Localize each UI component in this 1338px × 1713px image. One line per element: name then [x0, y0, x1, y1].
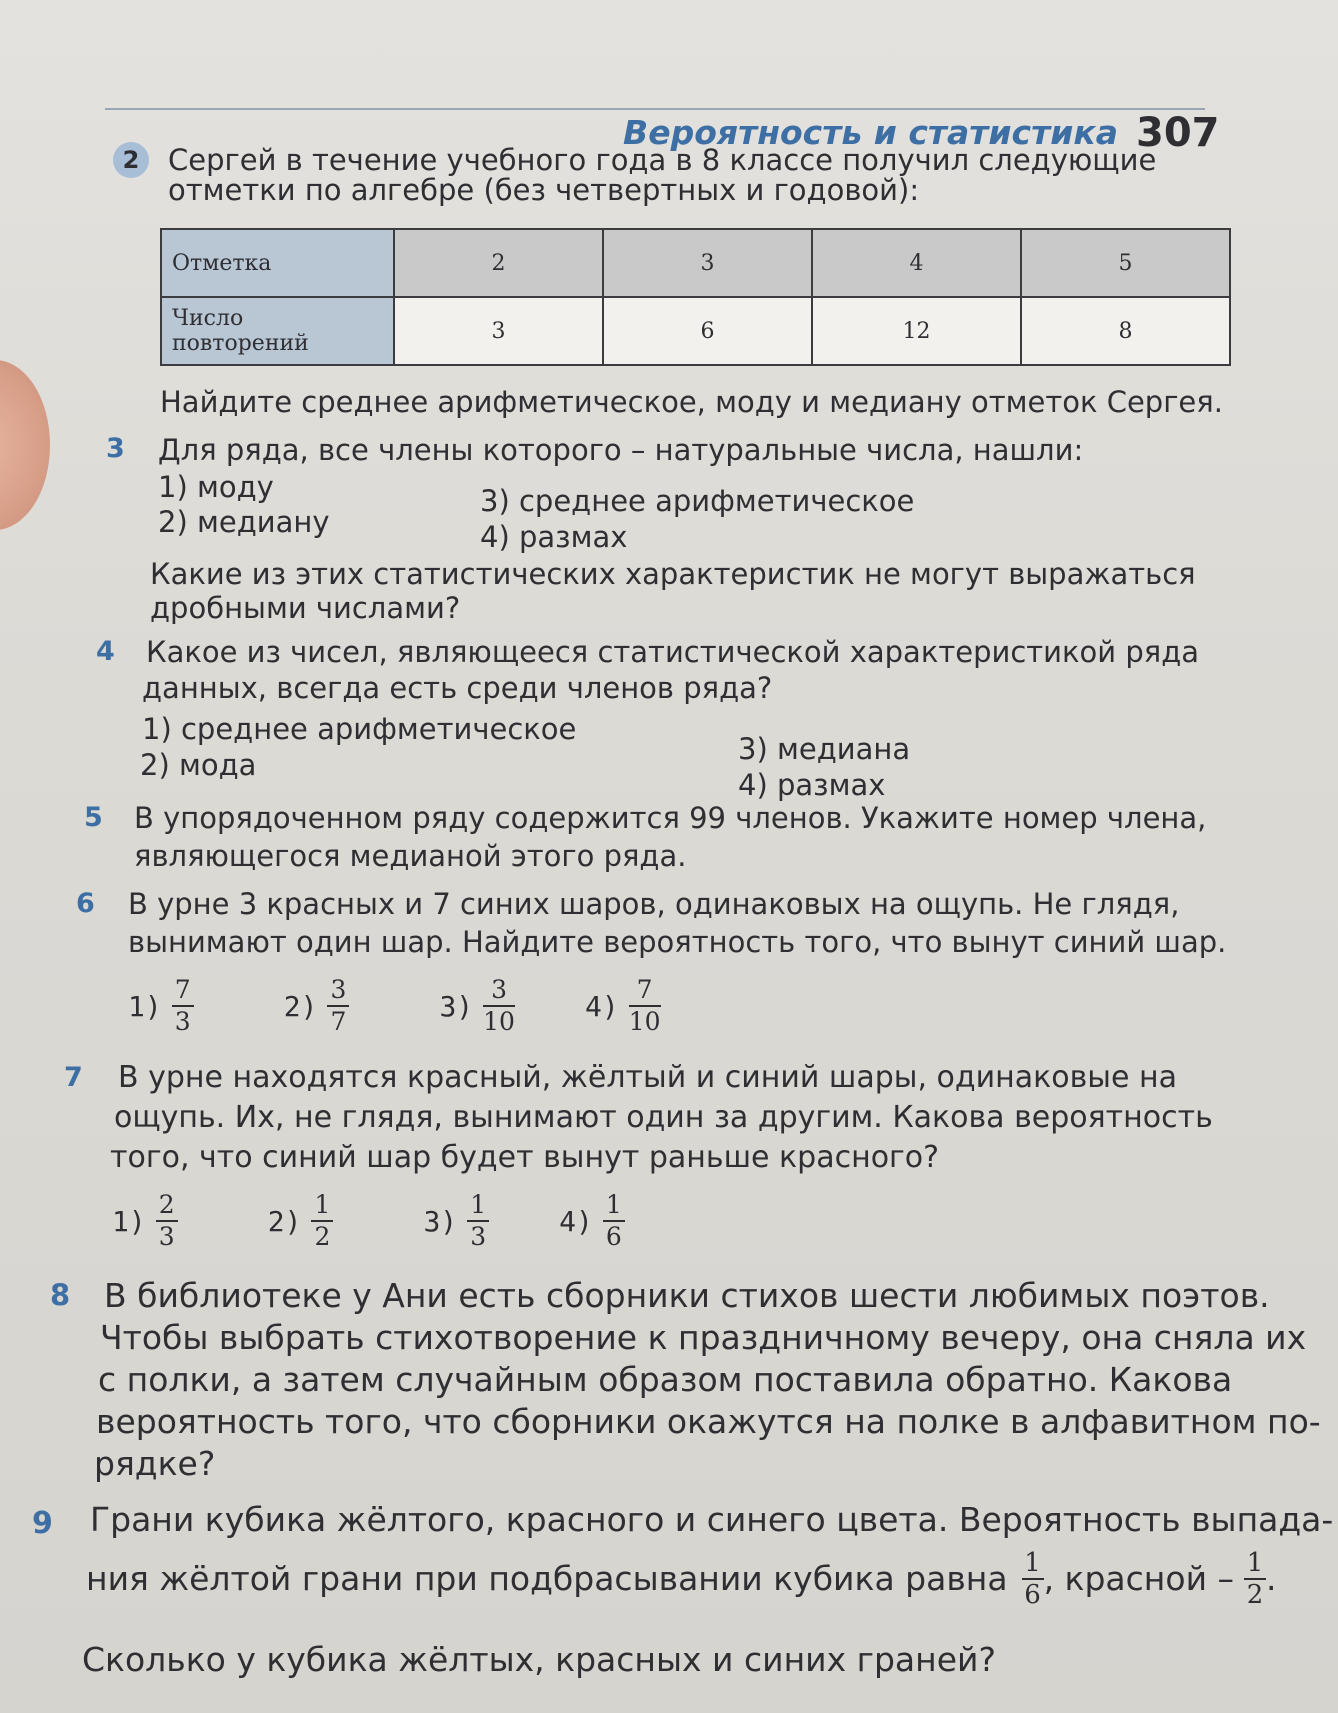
denominator: 3 [174, 1007, 191, 1036]
task-5-line-2: являющегося медианой этого ряда. [134, 839, 687, 873]
answer-option [423, 1190, 489, 1252]
task-6-answers [128, 975, 731, 1037]
count-cell: 8 [1021, 297, 1230, 365]
fraction [156, 1190, 178, 1252]
task-2-line-2: отметки по алгебре (без четвертных и годовой): [168, 173, 920, 207]
answer-label: 4) [584, 989, 619, 1023]
task-2-number: 2 [113, 142, 149, 178]
task-5-number: 5 [84, 802, 103, 833]
answer-label: 3) [423, 1204, 458, 1238]
task-8-number: 8 [50, 1278, 71, 1312]
task-9-line-2-part-a: ния жёлтой грани при подбрасывании кубика равна [86, 1559, 1008, 1598]
fraction [311, 1190, 333, 1252]
fraction-yellow [1022, 1548, 1044, 1610]
denominator: 2 [314, 1222, 331, 1251]
answer-option [268, 1190, 334, 1252]
count-cell: 12 [812, 297, 1021, 365]
answer-option [439, 975, 515, 1037]
denominator: 6 [605, 1222, 622, 1251]
task-4-option-4: 4) размах [738, 768, 886, 802]
task-9-number: 9 [32, 1506, 53, 1541]
task-9-line-2-part-b: , красной – [1043, 1559, 1235, 1598]
numerator: 1 [470, 1190, 487, 1219]
counts-header-line-1: Число [172, 306, 244, 331]
task-7-answers [112, 1190, 695, 1252]
numerator: 7 [636, 975, 653, 1004]
answer-option [112, 1190, 178, 1252]
numerator: 1 [1024, 1548, 1041, 1578]
task-8-line-4: вероятность того, что сборники окажутся на полке в алфавитном по- [96, 1402, 1321, 1441]
task-4-number: 4 [96, 636, 115, 667]
task-8-line-2: Чтобы выбрать стихотворение к праздничному вечеру, она сняла их [100, 1318, 1307, 1357]
task-8-line-5: рядке? [94, 1444, 216, 1483]
task-3-question-2: дробными числами? [150, 591, 461, 625]
task-4-line-1: Какое из чисел, являющееся статистической характеристикой ряда [146, 635, 1200, 669]
task-5-line-1: В упорядоченном ряду содержится 99 членов. Укажите номер члена, [134, 801, 1207, 835]
denominator: 6 [1024, 1580, 1041, 1610]
finger-photo-artifact [0, 360, 50, 530]
numerator: 7 [174, 975, 191, 1004]
numerator: 2 [158, 1190, 175, 1219]
task-7-line-2: ощупь. Их, не глядя, вынимают один за другим. Какова вероятность [114, 1100, 1213, 1135]
grades-header-cell: Отметка [161, 229, 394, 297]
task-4-option-3: 3) медиана [738, 732, 911, 766]
grades-row [161, 229, 1230, 297]
task-9-line-3: Сколько у кубика жёлтых, красных и синих граней? [82, 1640, 996, 1679]
denominator: 10 [483, 1007, 515, 1036]
fraction [603, 1190, 625, 1252]
grade-cell: 3 [603, 229, 812, 297]
answer-label: 1) [128, 989, 162, 1023]
grade-cell: 5 [1021, 229, 1230, 297]
count-cell: 6 [603, 297, 812, 365]
fraction [467, 1190, 489, 1252]
task-7-number: 7 [64, 1062, 83, 1093]
fraction [483, 975, 515, 1037]
task-6-number: 6 [76, 888, 95, 919]
header-rule [105, 108, 1205, 110]
task-9-line-1: Грани кубика жёлтого, красного и синего цвета. Вероятность выпада- [90, 1500, 1334, 1539]
numerator: 1 [605, 1190, 622, 1219]
task-4-option-1: 1) среднее арифметическое [142, 712, 577, 746]
task-3-line-1: Для ряда, все члены которого – натуральные числа, нашли: [158, 433, 1084, 467]
denominator: 3 [158, 1222, 175, 1251]
count-cell: 3 [394, 297, 603, 365]
task-6-line-1: В урне 3 красных и 7 синих шаров, одинаковых на ощупь. Не глядя, [128, 887, 1180, 921]
task-3-number: 3 [106, 433, 125, 464]
answer-label: 3) [439, 989, 474, 1023]
task-7-line-3: того, что синий шар будет вынут раньше красного? [110, 1140, 940, 1175]
task-3-option-1: 1) моду [158, 470, 274, 504]
task-8-line-1: В библиотеке у Ани есть сборники стихов шести любимых поэтов. [104, 1276, 1270, 1315]
task-2-question: Найдите среднее арифметическое, моду и медиану отметок Сергея. [160, 385, 1223, 419]
answer-option [128, 975, 194, 1037]
numerator: 1 [314, 1190, 331, 1219]
grade-cell: 4 [812, 229, 1021, 297]
answer-option [585, 975, 661, 1037]
numerator: 1 [1246, 1548, 1264, 1578]
counts-header-cell [161, 297, 394, 365]
task-2-text [168, 142, 1156, 208]
fraction-red [1244, 1548, 1266, 1610]
answer-label: 1) [112, 1204, 146, 1238]
grade-cell: 2 [394, 229, 603, 297]
denominator: 2 [1246, 1580, 1264, 1610]
task-8-line-3: с полки, а затем случайным образом поставила обратно. Какова [98, 1360, 1233, 1399]
fraction [629, 975, 661, 1037]
answer-label: 4) [559, 1204, 593, 1238]
answer-option [284, 975, 350, 1037]
answer-option [559, 1190, 625, 1252]
task-4-option-2: 2) мода [140, 748, 257, 782]
denominator: 7 [330, 1007, 347, 1036]
task-9-line-2-part-c: . [1266, 1559, 1277, 1598]
grades-table [160, 228, 1231, 366]
counts-row [161, 297, 1230, 365]
denominator: 3 [470, 1222, 487, 1251]
task-7-line-1: В урне находятся красный, жёлтый и синий шары, одинаковые на [118, 1060, 1177, 1095]
task-2-line-1: Сергей в течение учебного года в 8 классе получил следующие [168, 143, 1157, 177]
task-4-line-2: данных, всегда есть среди членов ряда? [142, 671, 773, 705]
answer-label: 2) [267, 1204, 302, 1238]
fraction [172, 975, 194, 1037]
running-title: Вероятность и статистика [623, 113, 1118, 152]
fraction [327, 975, 349, 1037]
task-3-option-2: 2) медиану [158, 505, 330, 539]
task-6-line-2: вынимают один шар. Найдите вероятность того, что вынут синий шар. [128, 925, 1227, 959]
page-number: 307 [1136, 110, 1220, 156]
task-3-question-1: Какие из этих статистических характеристик не могут выражаться [150, 557, 1196, 591]
numerator: 3 [491, 975, 508, 1004]
task-3-option-3: 3) среднее арифметическое [480, 484, 915, 518]
denominator: 10 [628, 1007, 661, 1036]
task-3-option-4: 4) размах [480, 520, 628, 554]
answer-label: 2) [283, 989, 318, 1023]
numerator: 3 [330, 975, 347, 1004]
task-9-line-2 [86, 1548, 1277, 1610]
counts-header-line-2: повторений [172, 331, 309, 356]
